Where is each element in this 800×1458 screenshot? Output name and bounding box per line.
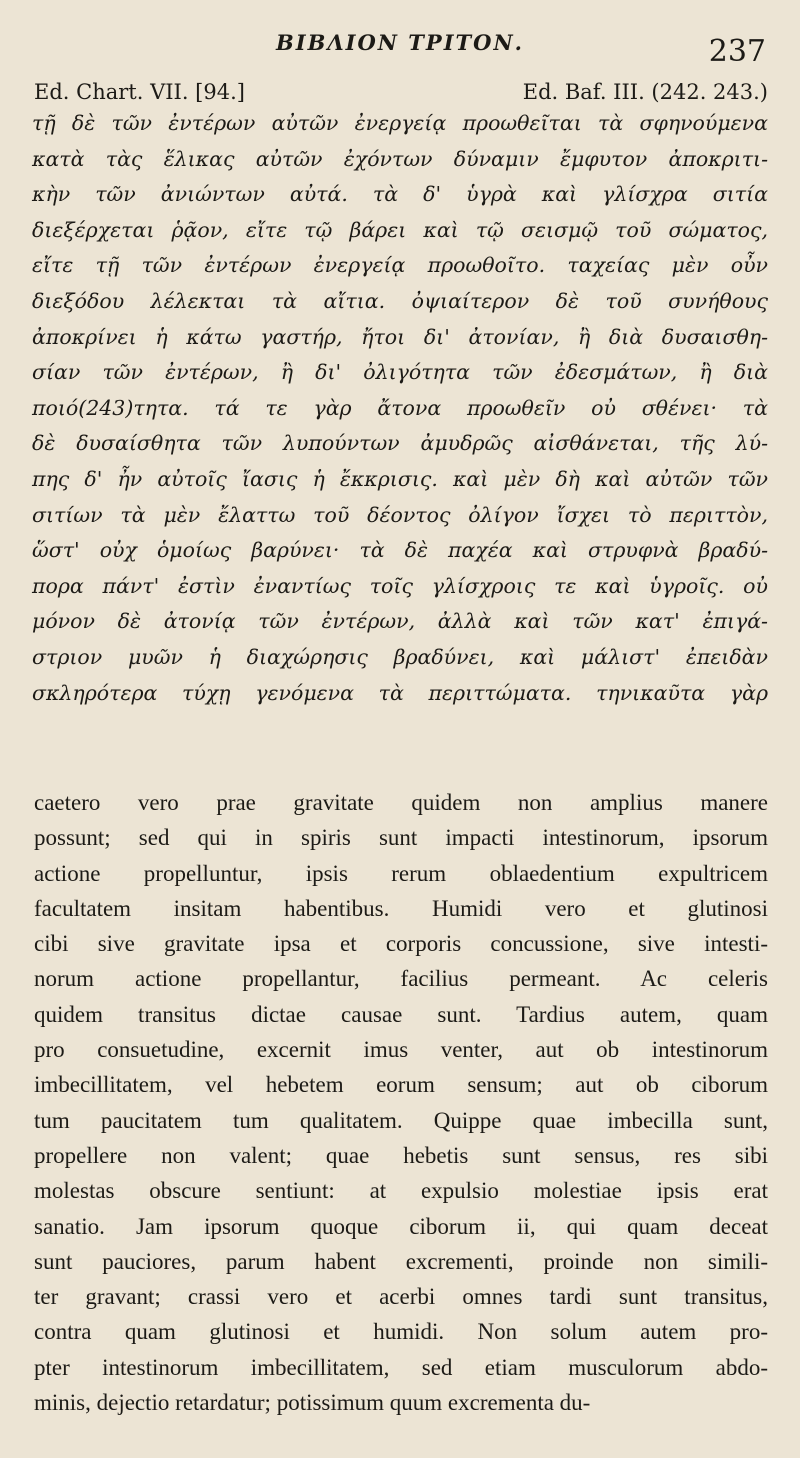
latin-line: quidem transitus dictae causae sunt. Tardius autem, quam <box>34 1001 768 1027</box>
latin-line: ter gravant; crassi vero et acerbi omnes tardi sunt transitus, <box>34 1284 768 1310</box>
edition-reference-right: Ed. Baf. III. (242. 243.) <box>522 80 768 104</box>
latin-line: norum actione propellantur, facilius permeant. Ac celeris <box>34 966 768 992</box>
edition-reference-left: Ed. Chart. VII. [94.] <box>34 80 245 104</box>
greek-text-block <box>32 106 768 711</box>
greek-line: ἀποκρίνει ἡ κάτω γαστήρ, ἤτοι δι' ἀτονίαν, ἢ διὰ δυσαισθη- <box>32 324 768 349</box>
latin-line: minis, dejectio retardatur; potissimum quum excrementa du- <box>34 1390 591 1416</box>
latin-line: contra quam glutinosi et humidi. Non solum autem pro- <box>34 1319 768 1345</box>
greek-line: μόνον δὲ ἀτονίᾳ τῶν ἐντέρων, ἀλλὰ καὶ τῶν κατ' ἐπιγά- <box>32 609 768 634</box>
latin-line: tum paucitatem tum qualitatem. Quippe quae imbecilla sunt, <box>34 1107 768 1133</box>
latin-line: propellere non valent; quae hebetis sunt sensus, res sibi <box>34 1142 768 1168</box>
greek-line: ποιό(243)τητα. τά τε γὰρ ἄτονα προωθεῖν οὐ σθένει· τὰ <box>32 395 768 420</box>
greek-line: κατὰ τὰς ἕλικας αὐτῶν ἐχόντων δύναμιν ἔμφυτον ἀποκριτι- <box>32 146 768 171</box>
greek-line: σίαν τῶν ἐντέρων, ἢ δι' ὀλιγότητα τῶν ἐδεσμάτων, ἢ διὰ <box>32 360 768 385</box>
latin-line: facultatem insitam habentibus. Humidi vero et glutinosi <box>34 895 768 921</box>
greek-line: τῇ δὲ τῶν ἐντέρων αὐτῶν ἐνεργείᾳ προωθεῖται τὰ σφηνούμενα <box>32 111 768 135</box>
greek-line: εἴτε τῇ τῶν ἐντέρων ἐνεργείᾳ προωθοῖτο. ταχείας μὲν οὖν <box>32 253 768 278</box>
page-number: 237 <box>708 34 766 69</box>
greek-line: σκληρότερα τύχῃ γενόμενα τὰ περιττώματα. τηνικαῦτα γὰρ <box>32 680 768 705</box>
latin-line: molestas obscure sentiunt: at expulsio molestiae ipsis erat <box>34 1178 768 1204</box>
latin-line: caetero vero prae gravitate quidem non amplius manere <box>34 790 768 815</box>
greek-line: ὥστ' οὐχ ὁμοίως βαρύνει· τὰ δὲ παχέα καὶ στρυφνὰ βραδύ- <box>32 538 768 563</box>
latin-line: imbecillitatem, vel hebetem eorum sensum; aut ob ciborum <box>34 1072 768 1098</box>
latin-line: pro consuetudine, excernit imus venter, aut ob intestinorum <box>34 1037 768 1063</box>
greek-line: πης δ' ἦν αὐτοῖς ἴασις ἡ ἔκκρισις. καὶ μὲν δὴ καὶ αὐτῶν τῶν <box>32 466 768 491</box>
latin-text-block <box>34 785 768 1420</box>
greek-line: πορα πάντ' ἐστὶν ἐναντίως τοῖς γλίσχροις τε καὶ ὑγροῖς. οὐ <box>32 573 768 598</box>
greek-line: κὴν τῶν ἀνιώντων αὐτά. τὰ δ' ὑγρὰ καὶ γλίσχρα σιτία <box>32 182 768 207</box>
greek-line: στριον μυῶν ἡ διαχώρησις βραδύνει, καὶ μάλιστ' ἐπειδὰν <box>32 644 768 669</box>
latin-line: possunt; sed qui in spiris sunt impacti intestinorum, ipsorum <box>34 825 768 851</box>
latin-line: cibi sive gravitate ipsa et corporis concussione, sive intesti- <box>34 931 768 957</box>
latin-line: sanatio. Jam ipsorum quoque ciborum ii, qui quam deceat <box>34 1213 768 1239</box>
greek-line: σιτίων τὰ μὲν ἔλαττω τοῦ δέοντος ὀλίγον ἴσχει τὸ περιττὸν, <box>32 502 768 527</box>
latin-line: sunt pauciores, parum habent excrementi, proinde non simili- <box>34 1248 768 1274</box>
latin-line: actione propelluntur, ipsis rerum oblaedentium expultricem <box>34 860 768 886</box>
greek-line: διεξέρχεται ῥᾷον, εἴτε τῷ βάρει καὶ τῷ σεισμῷ τοῦ σώματος, <box>32 217 768 242</box>
greek-line: δὲ δυσαίσθητα τῶν λυπούντων ἀμυδρῶς αἰσθάνεται, τῆς λύ- <box>32 431 768 456</box>
greek-line: διεξόδου λέλεκται τὰ αἴτια. ὀψιαίτερον δὲ τοῦ συνήθους <box>32 288 768 313</box>
running-title: ΒΙΒΛΙΟΝ ΤΡΙΤΟΝ. <box>276 30 524 55</box>
latin-line: pter intestinorum imbecillitatem, sed etiam musculorum abdo- <box>34 1354 768 1380</box>
